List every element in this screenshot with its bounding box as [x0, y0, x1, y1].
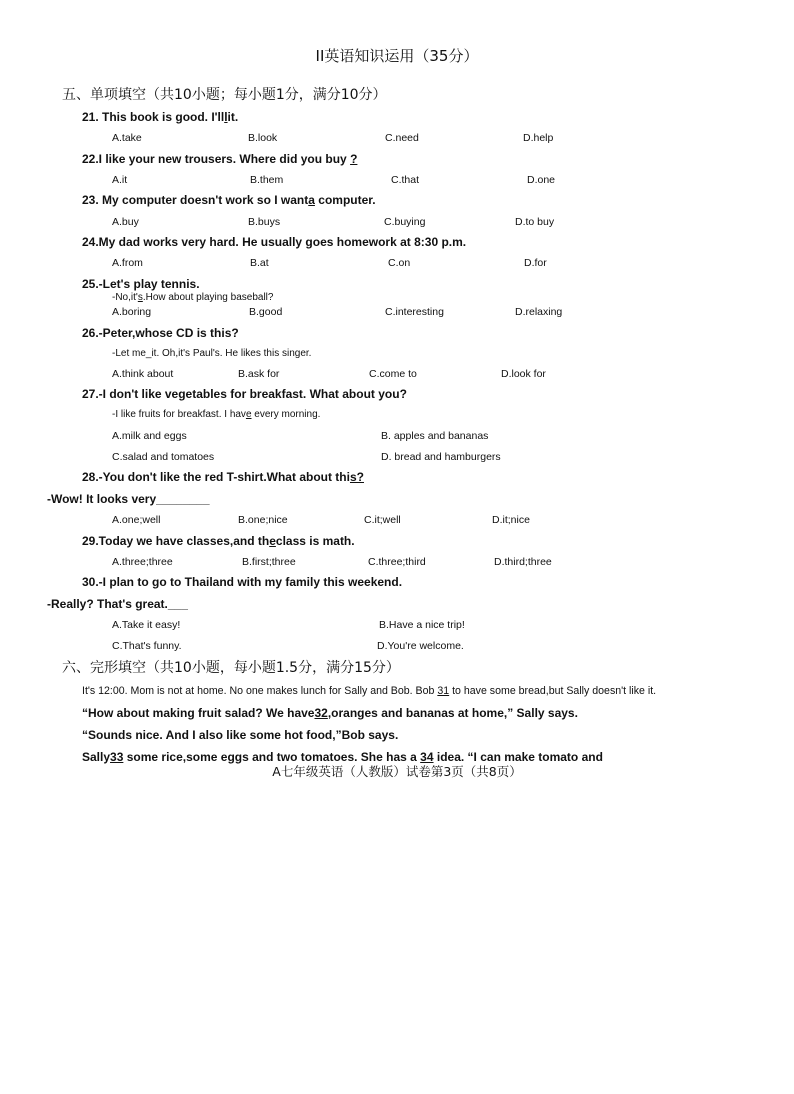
- q22-option-a: A.it: [112, 174, 128, 186]
- q21-option-a: A.take: [112, 132, 142, 144]
- question-28: 28.-You don't like the red T-shirt.What about this?: [82, 470, 364, 484]
- q27-option-d: D. bread and hamburgers: [381, 451, 501, 463]
- q26-option-d: D.look for: [501, 368, 546, 380]
- q21-option-c: C.need: [385, 132, 419, 144]
- q22-option-c: C.that: [391, 174, 420, 186]
- cloze-paragraph-3: “Sounds nice. And I also like some hot food,”Bob says.: [82, 728, 399, 742]
- q30-option-a: A.Take it easy!: [112, 619, 181, 631]
- q26-option-a: A.think about: [112, 368, 174, 380]
- question-26: 26.-Peter,whose CD is this?: [82, 326, 239, 340]
- cloze-paragraph-4: Sally33 some rice,some eggs and two tomatoes. She has a 34 idea. “I can make tomato and: [82, 750, 603, 764]
- question-29: 29.Today we have classes,and theclass is math.: [82, 534, 355, 548]
- q24-option-c: C.on: [388, 257, 411, 269]
- q26-reply: -Let me_it. Oh,it's Paul's. He likes this singer.: [112, 348, 312, 359]
- question-27: 27.-I don't like vegetables for breakfast. What about you?: [82, 387, 407, 401]
- q30-option-c: C.That's funny.: [112, 640, 182, 652]
- q30-reply: -Really? That's great.___: [47, 597, 188, 611]
- q22-option-d: D.one: [527, 174, 556, 186]
- q30-option-d: D.You're welcome.: [377, 640, 464, 652]
- q25-option-a: A.boring: [112, 306, 152, 318]
- question-30: 30.-I plan to go to Thailand with my family this weekend.: [82, 575, 403, 589]
- question-22: 22.I like your new trousers. Where did you buy ?: [82, 152, 358, 166]
- q29-option-d: D.third;three: [494, 556, 552, 568]
- q28-option-c: C.it;well: [364, 514, 401, 526]
- q24-option-d: D.for: [524, 257, 547, 269]
- q28-reply: -Wow! It looks very________: [47, 492, 210, 506]
- q29-option-c: C.three;third: [368, 556, 426, 568]
- page-title: II英语知识运用（35分）: [315, 47, 479, 65]
- page-footer: A七年级英语（人教版）试卷第3页（共8页）: [272, 764, 522, 779]
- q27-reply: -I like fruits for breakfast. I have every morning.: [112, 409, 321, 420]
- q23-option-b: B.buys: [248, 216, 281, 228]
- section-5-heading: 五、单项填空（共10小题；每小题1分，满分10分）: [62, 87, 387, 103]
- question-24: 24.My dad works very hard. He usually goes homework at 8:30 p.m.: [82, 235, 467, 249]
- q21-option-d: D.help: [523, 132, 554, 144]
- q25-option-b: B.good: [249, 306, 283, 318]
- q27-option-b: B. apples and bananas: [381, 430, 489, 442]
- q25-reply: -No,it's.How about playing baseball?: [112, 292, 274, 303]
- q28-option-a: A.one;well: [112, 514, 161, 526]
- q28-option-b: B.one;nice: [238, 514, 288, 526]
- q24-option-a: A.from: [112, 257, 143, 269]
- q26-option-b: B.ask for: [238, 368, 280, 380]
- q27-option-c: C.salad and tomatoes: [112, 451, 215, 463]
- section-6-heading: 六、完形填空（共10小题，每小题1.5分，满分15分）: [62, 660, 400, 676]
- q22-option-b: B.them: [250, 174, 284, 186]
- cloze-paragraph-1: It's 12:00. Mom is not at home. No one makes lunch for Sally and Bob. Bob 31 to have some bread,but Sally doesn't like it.: [82, 685, 657, 697]
- q24-option-b: B.at: [250, 257, 269, 269]
- q30-option-b: B.Have a nice trip!: [379, 619, 465, 631]
- q23-option-c: C.buying: [384, 216, 426, 228]
- q23-option-a: A.buy: [112, 216, 139, 228]
- q25-option-d: D.relaxing: [515, 306, 563, 318]
- q29-option-b: B.first;three: [242, 556, 296, 568]
- q27-option-a: A.milk and eggs: [112, 430, 187, 442]
- q23-option-d: D.to buy: [515, 216, 555, 228]
- q25-option-c: C.interesting: [385, 306, 444, 318]
- question-25: 25.-Let's play tennis.: [82, 277, 200, 291]
- q28-option-d: D.it;nice: [492, 514, 530, 526]
- cloze-paragraph-2: “How about making fruit salad? We have32,oranges and bananas at home,” Sally says.: [82, 706, 578, 720]
- question-21: 21. This book is good. I'lllit.: [82, 110, 239, 124]
- q29-option-a: A.three;three: [112, 556, 173, 568]
- q21-option-b: B.look: [248, 132, 278, 144]
- question-23: 23. My computer doesn't work so I wanta computer.: [82, 193, 376, 207]
- q26-option-c: C.come to: [369, 368, 417, 380]
